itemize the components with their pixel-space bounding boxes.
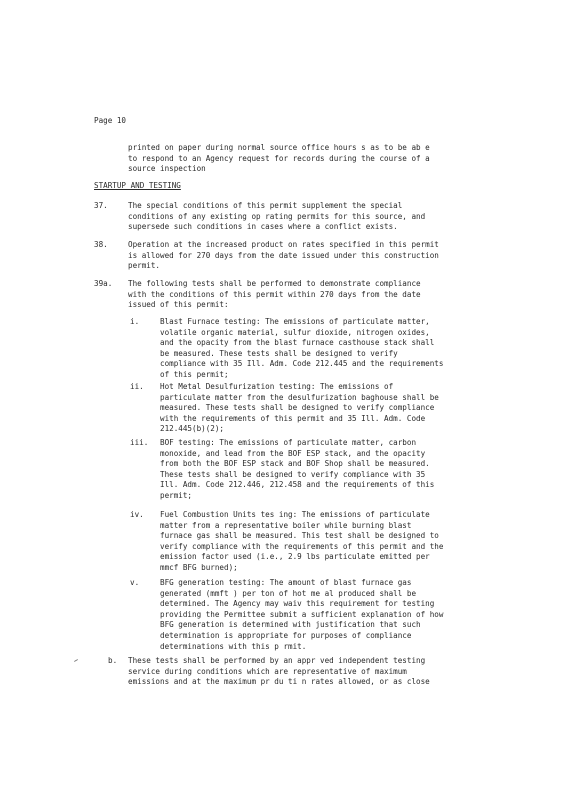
scan-speck bbox=[74, 659, 78, 662]
subitem-numeral: v. bbox=[130, 578, 140, 587]
item-number: 37. bbox=[94, 201, 108, 210]
subitem-numeral: iv. bbox=[130, 510, 144, 519]
text-line: source inspection bbox=[128, 164, 206, 174]
item-b-paragraph bbox=[128, 656, 430, 688]
text-line: permit. bbox=[128, 261, 161, 271]
page-number: Page 10 bbox=[94, 116, 127, 125]
subitem-numeral: i. bbox=[130, 317, 140, 326]
text-line: and the opacity from the blast furnace casthouse stack shall bbox=[160, 338, 435, 348]
text-line: generated (mmft ) per ton of hot me al produced shall be bbox=[160, 588, 417, 598]
text-line: with the requirements of this permit and 35 Ill. Adm. Code bbox=[160, 413, 426, 423]
text-line: BFG generation testing: The amount of blast furnace gas bbox=[160, 578, 412, 587]
text-line: verify compliance with the requirements of this permit and the bbox=[160, 541, 444, 551]
text-line: emission factor used (i.e., 2.9 lbs particulate emitted per bbox=[160, 552, 430, 562]
text-line: with the conditions of this permit within 270 days from the date bbox=[128, 289, 421, 299]
item-number: b. bbox=[108, 656, 118, 665]
text-line: to respond to an Agency request for records during the course of a bbox=[128, 153, 430, 163]
text-line: Fuel Combustion Units tes ing: The emissions of particulate bbox=[160, 510, 430, 519]
text-line: be measured. These tests shall be designed to verify bbox=[160, 348, 398, 358]
subitem-iv-paragraph bbox=[160, 510, 443, 574]
text-line: The following tests shall be performed to demonstrate compliance bbox=[128, 279, 421, 288]
text-line: determined. The Agency may waiv this requirement for testing bbox=[160, 599, 435, 609]
text-line: Ill. Adm. Code 212.446, 212.458 and the requirements of this bbox=[160, 480, 435, 490]
item-number: 38. bbox=[94, 240, 108, 249]
text-line: These tests shall be performed by an appr ved independent testing bbox=[128, 656, 426, 665]
section-heading: STARTUP AND TESTING bbox=[94, 181, 181, 190]
text-line: measured. These tests shall be designed to verify compliance bbox=[160, 403, 435, 413]
text-line: matter from a representative boiler while burning blast bbox=[160, 520, 412, 530]
text-line: printed on paper during normal source office hours s as to be ab e bbox=[128, 143, 430, 152]
item-37-paragraph bbox=[128, 201, 425, 233]
text-line: particulate matter from the desulfurization baghouse shall be bbox=[160, 392, 439, 402]
text-line: emissions and at the maximum pr du ti n rates allowed, or as close bbox=[128, 677, 430, 687]
subitem-ii-paragraph bbox=[160, 382, 439, 435]
subitem-numeral: ii. bbox=[130, 382, 144, 391]
text-line: determinations with this p rmit. bbox=[160, 641, 307, 651]
text-line: volatile organic material, sulfur dioxide, nitrogen oxides, bbox=[160, 327, 430, 337]
text-line: conditions of any existing op rating permits for this source, and bbox=[128, 211, 426, 221]
text-line: BOF testing: The emissions of particulate matter, carbon bbox=[160, 438, 417, 447]
subitem-v-paragraph bbox=[160, 578, 443, 652]
text-line: monoxide, and lead from the BOF ESP stack, and the opacity bbox=[160, 448, 426, 458]
text-line: 212.445(b)(2); bbox=[160, 424, 225, 434]
text-line: These tests shall be designed to verify compliance with 35 bbox=[160, 469, 426, 479]
subitem-numeral: iii. bbox=[130, 438, 149, 447]
text-line: providing the Permittee submit a sufficient explanation of how bbox=[160, 609, 444, 619]
subitem-iii-paragraph bbox=[160, 438, 434, 502]
text-line: determination is appropriate for purposes of compliance bbox=[160, 630, 412, 640]
item-39a-paragraph bbox=[128, 279, 421, 311]
text-line: furnace gas shall be measured. This test shall be designed to bbox=[160, 531, 439, 541]
text-line: from both the BOF ESP stack and BOF Shop shall be measured. bbox=[160, 459, 430, 469]
continuation-paragraph bbox=[128, 143, 430, 175]
text-line: service during conditions which are representative of maximum bbox=[128, 666, 407, 676]
item-38-paragraph bbox=[128, 240, 439, 272]
text-line: is allowed for 270 days from the date issued under this construction bbox=[128, 250, 439, 260]
text-line: of this permit; bbox=[160, 369, 229, 379]
text-line: permit; bbox=[160, 490, 193, 500]
text-line: supersede such conditions in cases where a conflict exists. bbox=[128, 222, 398, 232]
text-line: Blast Furnace testing: The emissions of particulate matter, bbox=[160, 317, 430, 326]
text-line: Operation at the increased product on rates specified in this permit bbox=[128, 240, 439, 249]
text-line: Hot Metal Desulfurization testing: The emissions of bbox=[160, 382, 394, 391]
subitem-i-paragraph bbox=[160, 317, 443, 381]
text-line: compliance with 35 Ill. Adm. Code 212.445 and the requirements bbox=[160, 359, 444, 369]
text-line: issued of this permit: bbox=[128, 300, 229, 310]
text-line: mmcf BFG burned); bbox=[160, 562, 238, 572]
text-line: The special conditions of this permit supplement the special bbox=[128, 201, 403, 210]
item-number: 39a. bbox=[94, 279, 113, 288]
text-line: BFG generation is determined with justification that such bbox=[160, 620, 421, 630]
